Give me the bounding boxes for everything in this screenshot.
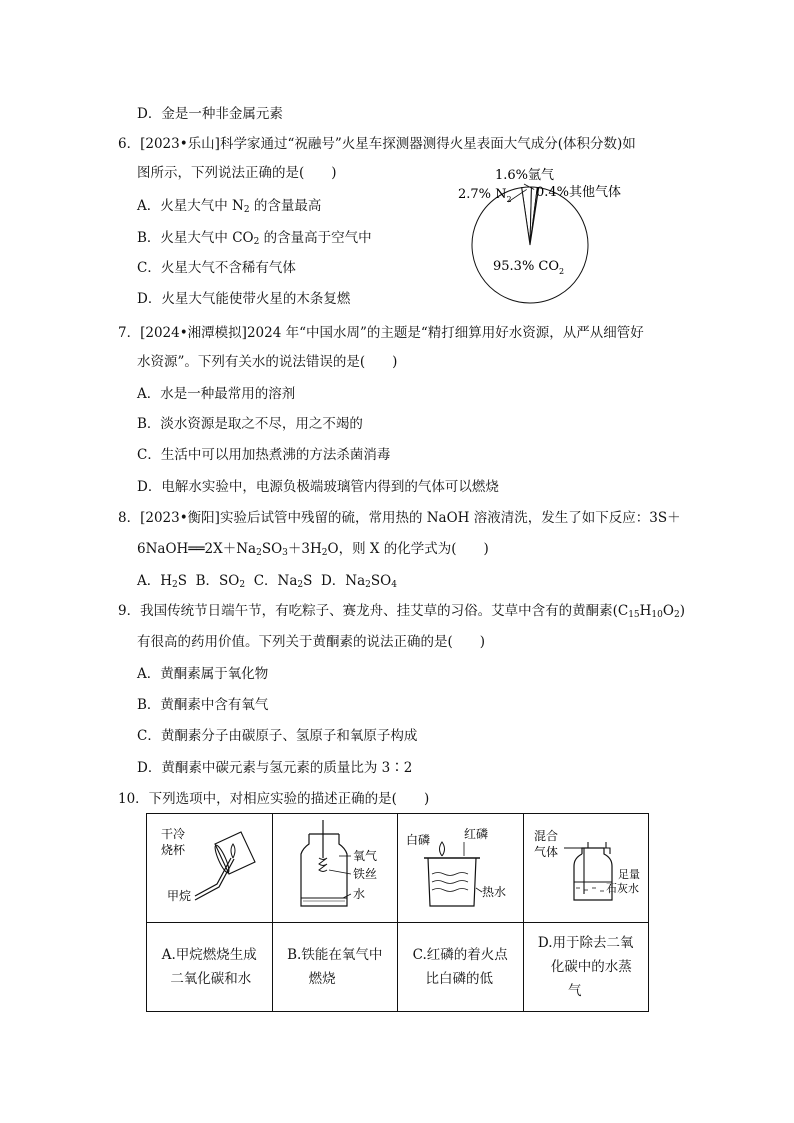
pie-label-co2: 95.3% $CO_2$ — [493, 259, 565, 276]
q9-stem-line1: 9．我国传统节日端午节，有吃粽子、赛龙舟、挂艾草的习俗。艾草中含有的黄酮素$(C_{15}H_{10}O_2)$ — [118, 603, 685, 620]
q9-option-c: C．黄酮素分子由碳原子、氢原子和氧原子构成 — [137, 728, 418, 744]
figure-d-cell — [523, 814, 649, 923]
inverted-beaker-icon — [213, 832, 255, 874]
q8-equation: $6NaOH══2X+Na_2SO_3+3H_2O$，则 X 的化学式为( ) — [137, 541, 489, 558]
svg-text:热水: 热水 — [482, 885, 507, 899]
figure-b-cell — [272, 814, 398, 923]
q10-stem: 10．下列选项中，对相应实验的描述正确的是( ) — [118, 791, 430, 807]
q6-option-b: B．火星大气中 $CO_2$ 的含量高于空气中 — [137, 230, 372, 247]
svg-text:水: 水 — [352, 887, 365, 901]
svg-text:铁丝: 铁丝 — [352, 867, 377, 881]
svg-text:气体: 气体 — [533, 845, 558, 859]
caption-c: C.红磷的着火点 比白磷的低 — [398, 923, 524, 1012]
q8-stem-line1: 8．[2023•衡阳]实验后试管中残留的硫，常用热的 NaOH 溶液清洗，发生了如下反应：3S＋ — [118, 510, 681, 526]
svg-text:足量: 足量 — [617, 868, 640, 881]
q5-option-d: D．金是一种非金属元素 — [137, 106, 283, 122]
figure-c-cell — [398, 814, 524, 923]
figure-d-gas-washing-bottle — [524, 814, 648, 918]
q6-option-a: A．火星大气中 $N_2$ 的含量最高 — [137, 198, 322, 215]
caption-b: B.铁能在氧气中 燃烧 — [272, 923, 398, 1012]
q9-option-a: A．黄酮素属于氧化物 — [137, 666, 269, 682]
q7-option-c: C．生活中可以用加热煮沸的方法杀菌消毒 — [137, 447, 391, 463]
pie-label-ar: 1.6%氩气 — [495, 168, 555, 183]
svg-text:红磷: 红磷 — [464, 827, 489, 841]
pie-label-n2: 2.7% $N_2$ — [458, 187, 512, 204]
svg-text:白磷: 白磷 — [406, 833, 431, 847]
q6-stem-line2: 图所示，下列说法正确的是( ) — [137, 165, 337, 181]
q7-option-d: D．电解水实验中，电源负极端玻璃管内得到的气体可以燃烧 — [137, 479, 499, 495]
mars-atmosphere-pie-chart — [450, 160, 690, 310]
svg-text:氧气: 氧气 — [352, 849, 377, 863]
q9-option-d: D．黄酮素中碳元素与氢元素的质量比为 3∶2 — [137, 760, 413, 776]
figure-b-iron-in-oxygen — [273, 814, 397, 918]
svg-text:混合: 混合 — [533, 829, 558, 843]
caption-a: A.甲烷燃烧生成 二氧化碳和水 — [147, 923, 273, 1012]
svg-text:干冷: 干冷 — [161, 827, 186, 841]
q9-option-b: B．黄酮素中含有氧气 — [137, 697, 269, 713]
q7-option-a: A．水是一种最常用的溶剂 — [137, 386, 296, 402]
figure-a-methane-burning — [147, 814, 271, 918]
svg-text:烧杯: 烧杯 — [161, 843, 186, 857]
pie-label-other: 0.4%其他气体 — [536, 185, 622, 200]
flame-icon — [440, 842, 445, 856]
experiment-table — [146, 813, 649, 1012]
q6-option-d: D．火星大气能使带火星的木条复燃 — [137, 291, 351, 307]
q6-stem-line1: 6．[2023•乐山]科学家通过“祝融号”火星车探测器测得火星表面大气成分(体积分数)如 — [118, 136, 636, 152]
q6-option-c: C．火星大气不含稀有气体 — [137, 260, 296, 276]
beaker-icon — [424, 858, 480, 906]
q7-stem-line1: 7．[2024•湘潭模拟]2024 年“中国水周”的主题是“精打细算用好水资源，从严从细管好 — [118, 325, 644, 341]
caption-d: D.用于除去二氧 化碳中的水蒸 气 — [523, 923, 649, 1012]
q7-option-b: B．淡水资源是取之不尽，用之不竭的 — [137, 416, 363, 432]
figure-c-phosphorus-ignition — [398, 814, 522, 918]
figure-a-cell — [147, 814, 273, 923]
wash-bottle-icon — [564, 842, 612, 900]
svg-text:石灰水: 石灰水 — [605, 882, 639, 895]
q9-stem-line2: 有很高的药用价值。下列关于黄酮素的说法正确的是( ) — [137, 634, 486, 650]
svg-text:甲烷: 甲烷 — [167, 889, 192, 903]
gas-jar-icon — [301, 820, 347, 906]
q8-options: A．$H_2S$ B．$SO_2$ C．$Na_2S$ D．$Na_2SO_4$ — [137, 573, 397, 590]
q7-stem-line2: 水资源”。下列有关水的说法错误的是( ) — [137, 354, 398, 370]
